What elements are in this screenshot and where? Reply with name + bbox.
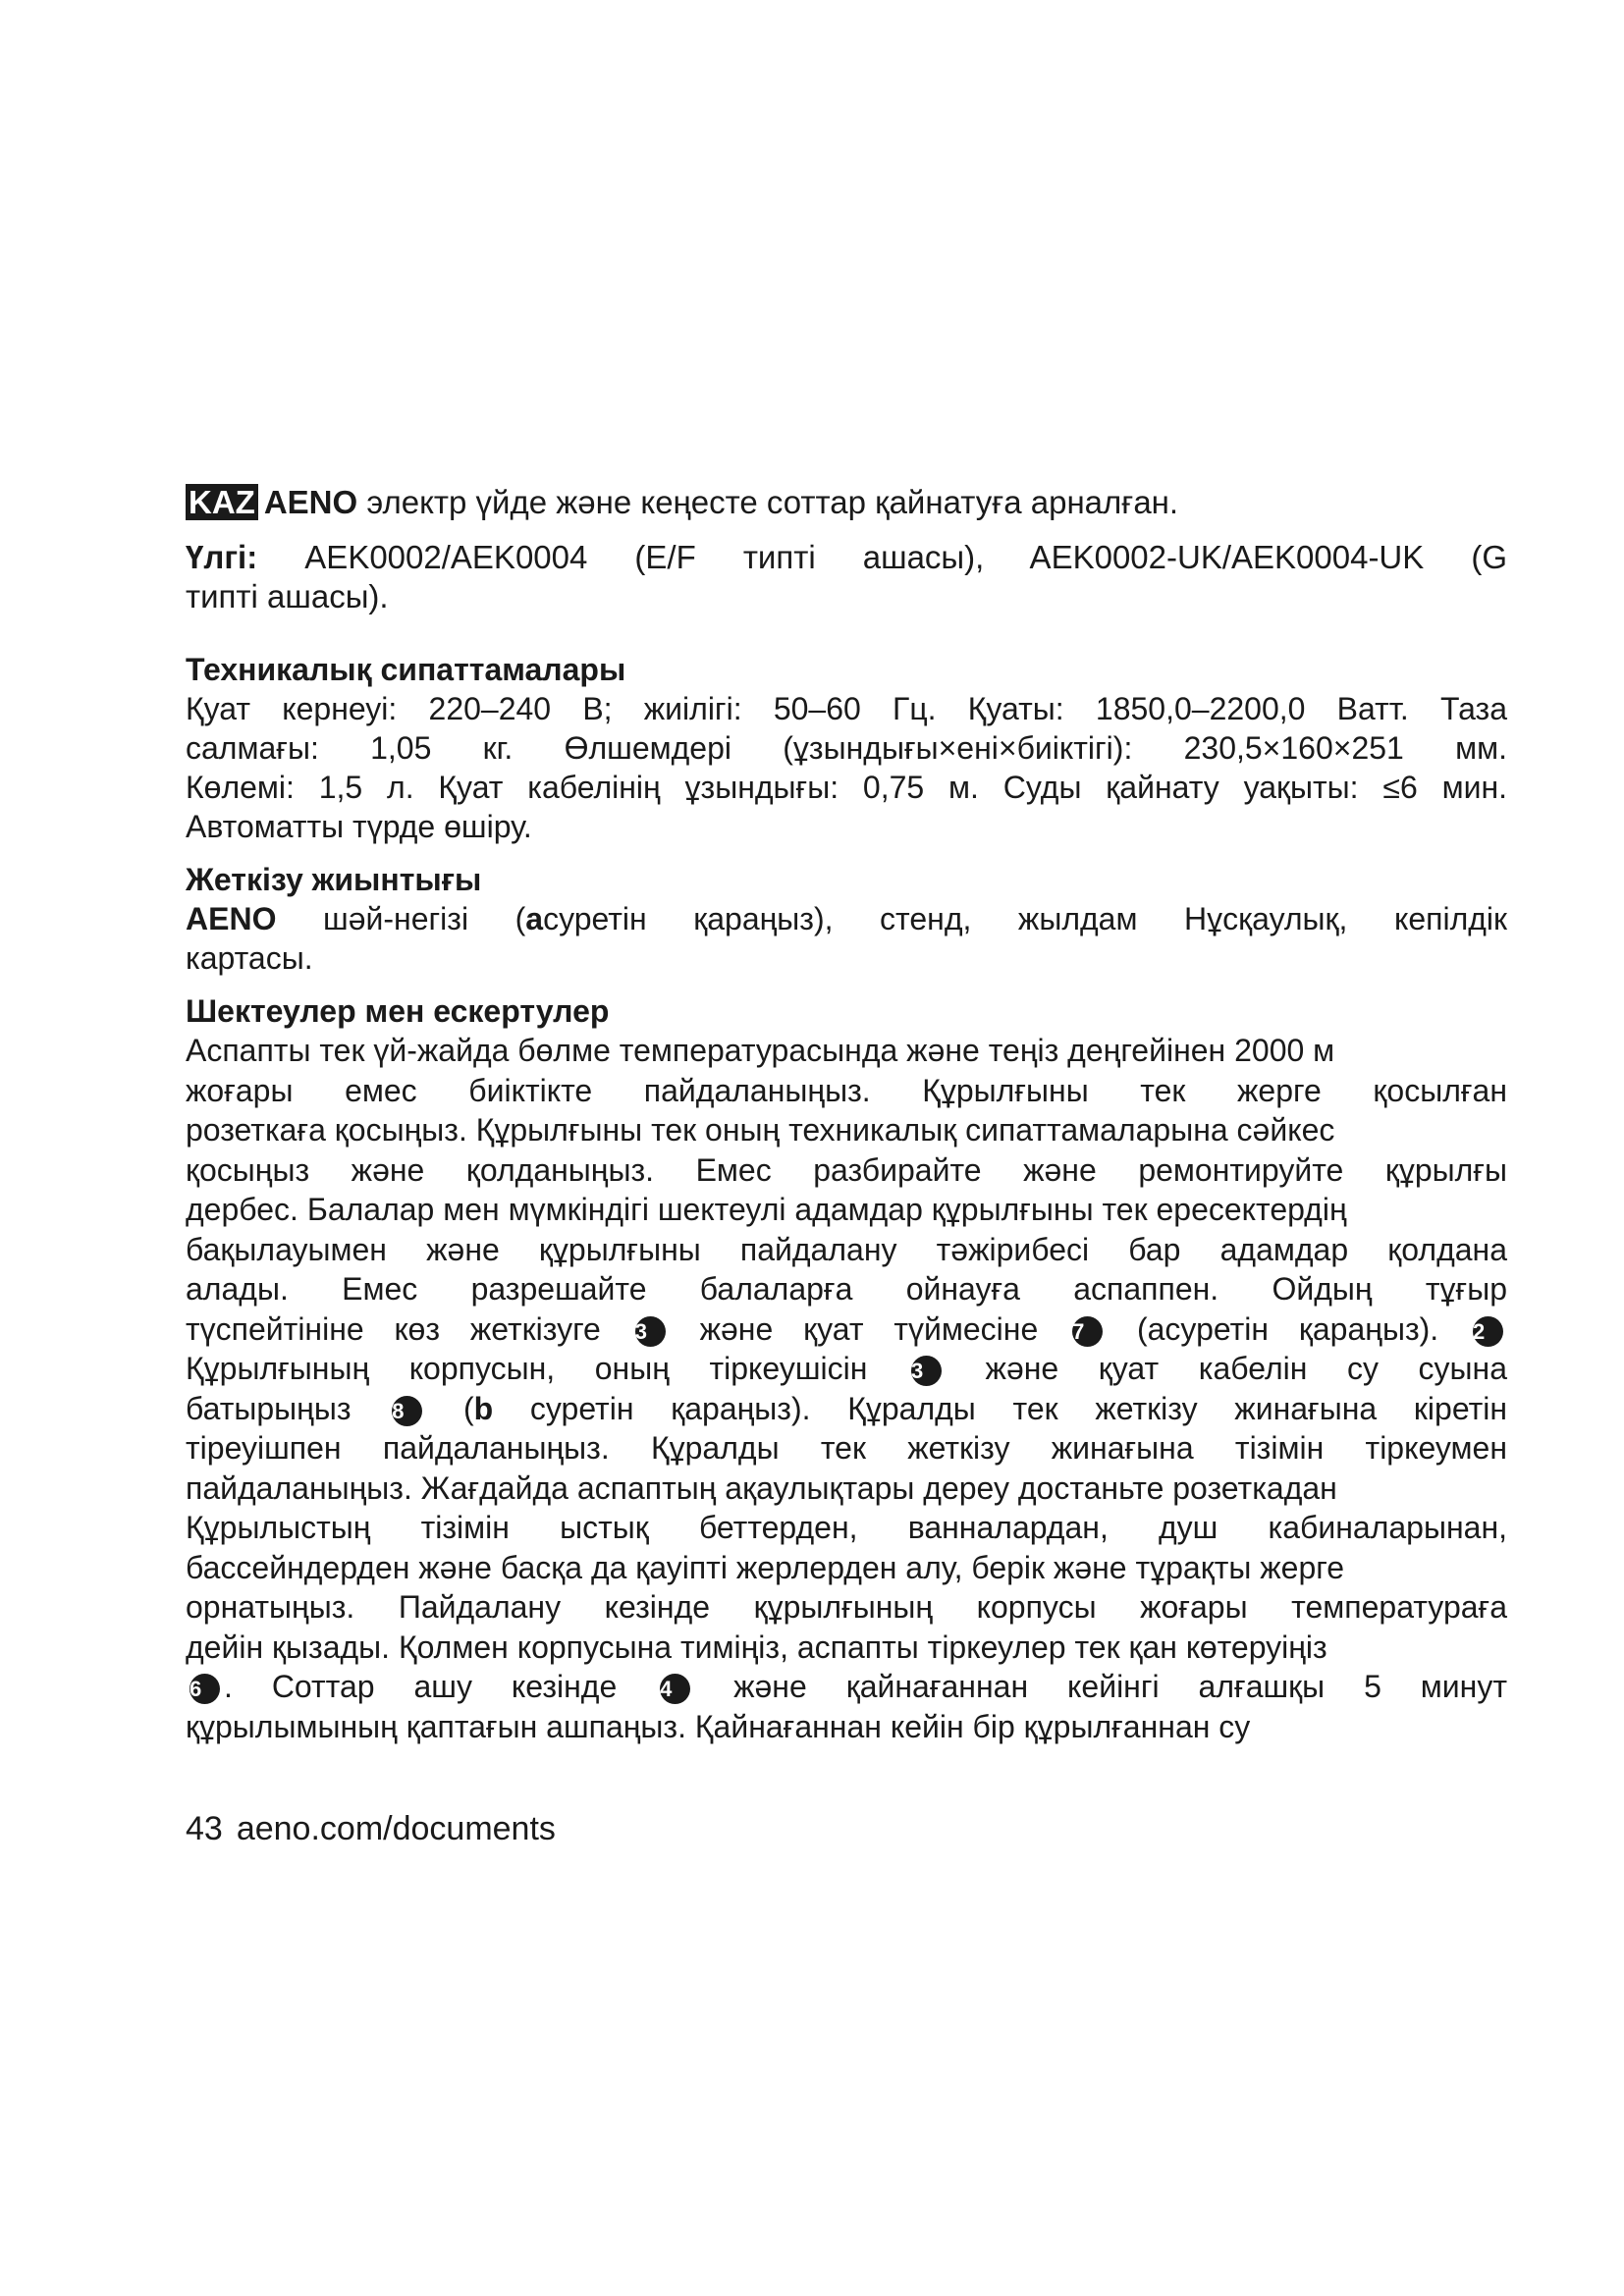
- intro-text: электр үйде және кеңесте соттар қайнатуға арналған.: [366, 484, 1179, 520]
- language-badge: KAZ: [186, 484, 258, 520]
- model-line-1: [186, 538, 1507, 577]
- model-paragraph: [186, 538, 1594, 616]
- callout-7-icon: 7: [1072, 1316, 1103, 1347]
- delivery-text-a: шәй-негізі (: [323, 901, 526, 936]
- warn-line-10: [186, 1389, 1507, 1429]
- spec-line-3: Көлемі: 1,5 л. Қуат кабелінің ұзындығы: 0,75 м. Суды қайнату уақыты: ≤6 мин.: [186, 770, 1507, 805]
- warn-10-b: (: [462, 1390, 474, 1426]
- warn-line-4: қосыңыз және қолданыңыз. Емес разбирайте және ремонтируйте құрылғы: [186, 1151, 1507, 1188]
- warn-line-16: дейін қызады. Қолмен корпусына тиміңіз, аспапты тіркеулер тек қан көтеруіңіз: [186, 1629, 1327, 1665]
- delivery-paragraph: [186, 899, 1594, 978]
- warn-line-18: құрылымының қаптағын ашпаңыз. Қайнағаннан кейін бір құрылғаннан су: [186, 1708, 1251, 1744]
- warn-17-a: . Соттар ашу кезінде: [224, 1669, 618, 1704]
- delivery-line-1: [186, 899, 1507, 938]
- warn-line-9: [186, 1349, 1507, 1389]
- spec-line-4: Автоматты түрде өшіру.: [186, 809, 532, 844]
- specs-heading: Техникалық сипаттамалары: [186, 652, 626, 687]
- page-number: 43: [186, 1810, 223, 1847]
- warn-17-b: және қайнағаннан кейінгі алғашқы 5 минут: [733, 1669, 1507, 1704]
- warn-9-b: және қуат кабелін су суына: [985, 1351, 1508, 1386]
- document-page: [186, 479, 1594, 1746]
- specs-paragraph: [186, 689, 1594, 846]
- delivery-heading: Жеткізу жиынтығы: [186, 862, 482, 897]
- warn-line-2: жоғары емес биіктікте пайдаланыңыз. Құрылғыны тек жерге қосылған: [186, 1072, 1507, 1108]
- warn-line-7: алады. Емес разрешайте балаларға ойнауға аспаппен. Ойдың тұғыр: [186, 1271, 1507, 1307]
- spec-line-2: салмағы: 1,05 кг. Өлшемдері (ұзындығы×ені×биіктігі): 230,5×160×251 мм.: [186, 730, 1507, 766]
- warn-line-15: орнатыңыз. Пайдалану кезінде құрылғының корпусы жоғары температураға: [186, 1589, 1507, 1625]
- model-text-1: AEK0002/AEK0004 (E/F типті ашасы), AEK0002-UK/AEK0004-UK (G: [304, 539, 1508, 575]
- delivery-line-2: картасы.: [186, 940, 313, 976]
- warnings-paragraph: [186, 1031, 1594, 1746]
- delivery-text-c: суретін қараңыз), стенд, жылдам Нұсқаулық, кепілдік: [543, 901, 1508, 936]
- delivery-brand: AENO: [186, 901, 277, 936]
- warn-10-fig-b: b: [473, 1390, 494, 1426]
- model-label: Үлгі:: [186, 539, 258, 575]
- callout-6-icon: 6: [189, 1674, 220, 1704]
- spec-line-1: Қуат кернеуі: 220–240 В; жиілігі: 50–60 Гц. Қуаты: 1850,0–2200,0 Ватт. Таза: [186, 691, 1507, 726]
- warn-line-12: пайдаланыңыз. Жағдайда аспаптың ақаулықтары дереу достаньте розеткадан: [186, 1469, 1337, 1506]
- warn-line-5: дербес. Балалар мен мүмкіндігі шектеулі адамдар құрылғыны тек ересектердің: [186, 1192, 1347, 1227]
- warn-line-17: [186, 1667, 1507, 1707]
- warn-9-a: Құрылғының корпусын, оның тіркеушісін: [186, 1351, 868, 1386]
- warn-10-c: суретін қараңыз). Құралды тек жеткізу жинағына кіретін: [493, 1390, 1508, 1426]
- callout-3b-icon: 3: [911, 1356, 942, 1386]
- warn-8-a: түспейтініне көз жеткізуге: [186, 1310, 601, 1347]
- warn-line-1: Аспапты тек үй-жайда бөлме температурасында және теңіз деңгейінен 2000 м: [186, 1033, 1335, 1068]
- brand-name: AENO: [263, 484, 358, 520]
- warn-line-11: тіреуішпен пайдаланыңыз. Құралды тек жеткізу жинағына тізімін тіркеумен: [186, 1430, 1507, 1466]
- warn-line-8: [186, 1309, 1507, 1350]
- warn-8-b: және қуат түймесіне: [699, 1310, 1039, 1347]
- warn-line-14: бассейндерден және басқа да қауіпті жерлерден алу, берік және тұрақты жерге: [186, 1549, 1345, 1585]
- footer-url[interactable]: aeno.com/documents: [236, 1810, 556, 1847]
- warn-line-3: розеткаға қосыңыз. Құрылғыны тек оның техникалық сипаттамаларына сәйкес: [186, 1112, 1335, 1148]
- delivery-fig-a: a: [525, 901, 544, 936]
- model-line-2: типті ашасы).: [186, 578, 389, 614]
- warn-line-13: Құрылыстың тізімін ыстық беттерден, ванналардан, душ кабиналарынан,: [186, 1510, 1507, 1545]
- callout-8-icon: 8: [392, 1396, 422, 1426]
- warn-8-c: (асуретін қараңыз).: [1136, 1310, 1439, 1347]
- warn-10-a: батырыңыз: [186, 1390, 352, 1426]
- callout-3-icon: 3: [635, 1316, 666, 1347]
- warn-line-6: бақылауымен және құрылғыны пайдалану тәжірибесі бар адамдар қолдана: [186, 1231, 1507, 1267]
- callout-2-icon: 2: [1473, 1316, 1503, 1347]
- intro-line: [186, 479, 1594, 526]
- callout-4-icon: 4: [660, 1674, 690, 1704]
- warnings-heading: Шектеулер мен ескертулер: [186, 993, 610, 1029]
- page-footer: [186, 1809, 569, 1848]
